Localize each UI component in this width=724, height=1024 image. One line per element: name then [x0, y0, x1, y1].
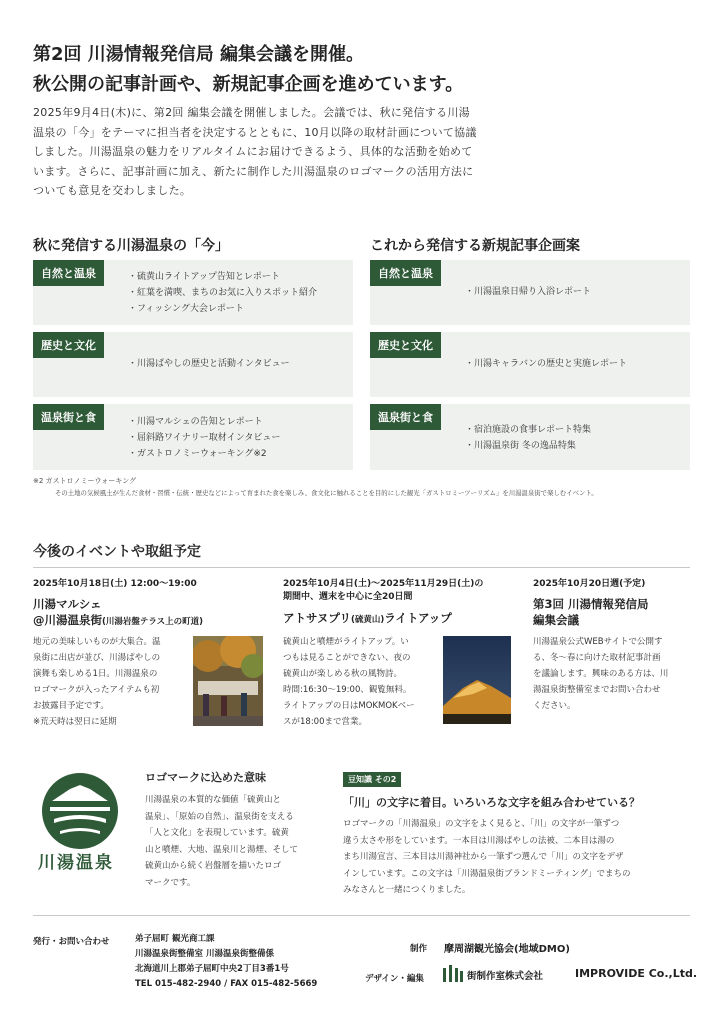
autumn-row-nature [33, 260, 353, 325]
footnote-title: ※2 ガストロノミーウォーキング [33, 477, 137, 485]
trivia-tag: 豆知識 その2 [343, 772, 401, 787]
row-items: ・川湯マルシェの告知とレポート ・屈斜路ワイナリー取材インタビュー ・ガストロノミーウォーキング※2 [128, 417, 281, 459]
event-date: 2025年10月20日週(予定) [533, 579, 646, 589]
event-title-part: ライトアップ [384, 611, 452, 625]
autumn-row-food [33, 404, 353, 470]
contact-info [135, 932, 317, 992]
title-line-1: 第2回 川湯情報発信局 編集会議を開催。 [33, 44, 365, 65]
event-title-line [33, 612, 203, 630]
logo-heading: ロゴマークに込めた意味 [145, 771, 266, 784]
lightup-photo [443, 636, 511, 724]
newplans-row-history [370, 332, 690, 397]
row-items: ・川湯キャラバンの歴史と実施レポート [465, 359, 628, 369]
event-title-line: 第3回 川湯情報発信局 [533, 597, 649, 611]
intro-paragraph [33, 103, 533, 201]
logo-body: 川湯温泉の本質的な価値「硫黄山と 温泉」、「原始の自然」、温泉街を支える 「人と文化」を表現しています。硫黄 山と噴煙、大地、温泉川と湯煙、そして 硫黄山から続く岩盤層を描いたロゴ マークです。 [145, 795, 299, 888]
design-company-1: 街制作室株式会社 [467, 971, 544, 982]
event-subtitle: (川湯岩盤テラス上の町道) [102, 617, 204, 627]
contact-line: 北海道川上郡弟子屈町中央2丁目3番1号 [135, 964, 289, 974]
row-items: ・宿泊施設の食事レポート特集 ・川湯温泉街 冬の逸品特集 [465, 425, 592, 451]
trivia-body: ロゴマークの「川湯温泉」の文字をよく見ると、「川」の文字が一筆ずつ 違う太さや形をしています。一本目は川湯ぱやしの法被、二本目は湯の まち川湯宣言、三本目は川湯神社から一筆ずつ選んで「川」の文字をデザ インしています。この文字は「川湯温泉街ブランドミーティング」でまちの みなさんと一緒につくりました。 [343, 819, 631, 895]
kawayu-logo-mark [40, 771, 120, 851]
event-title [533, 596, 649, 628]
intro-line: 2025年9月4日(木)に、第2回 編集会議を開催しました。会議では、秋に発信する川湯 [33, 106, 470, 119]
events-heading: 今後のイベントや取組予定 [33, 544, 201, 560]
intro-line: います。さらに、記事計画に加え、新たに制作した川湯温泉のロゴマークの活用方法に [33, 164, 474, 178]
intro-line: ついても意見を交わしました。 [33, 184, 192, 197]
category-label: 歴史と文化 [370, 332, 441, 358]
contact-line: TEL 015-482-2940 / FAX 015-482-5669 [135, 979, 318, 989]
divider [33, 567, 690, 568]
contact-line: 弟子屈町 観光商工課 [135, 934, 215, 944]
page-title [33, 40, 463, 100]
contact-line: 川湯温泉街整備室 川湯温泉街整備係 [135, 949, 274, 959]
event-body: 地元の美味しいものが大集合。温 泉街に出店が並び、川湯ぱやしの 演舞も楽しめる1日。川湯温泉の ロゴマークが入ったアイテムも初 お披露目予定です。 ※荒天時は翌日に延期 [33, 637, 161, 727]
row-items: ・川湯ぱやしの歴史と活動インタビュー [128, 359, 290, 369]
autumn-row-history [33, 332, 353, 397]
contact-label: 発行・お問い合わせ [33, 937, 110, 947]
event-date-line: 期間中、週末を中心に全20日間 [283, 592, 413, 602]
production-label: 制作 [410, 944, 428, 954]
intro-line: 温泉の「今」をテーマに担当者を決定するとともに、10月以降の取材計画について協議 [33, 125, 477, 139]
intro-line: しました。川湯温泉の魅力をリアルタイムにお届けできるよう、具体的な活動を始めて [33, 145, 473, 158]
autumn-heading: 秋に発信する川湯温泉の「今」 [33, 238, 229, 254]
title-line-2: 秋公開の記事計画や、新規記事企画を進めています。 [33, 74, 464, 95]
newplans-row-food [370, 404, 690, 470]
machiseisaku-logo-icon [442, 964, 464, 984]
category-label: 自然と温泉 [370, 260, 441, 286]
newplans-row-nature [370, 260, 690, 325]
newplans-heading: これから発信する新規記事企画案 [370, 238, 580, 254]
category-label: 温泉街と食 [33, 404, 104, 430]
market-photo [193, 636, 263, 726]
category-label: 歴史と文化 [33, 332, 104, 358]
event-date [283, 578, 483, 604]
event-title [283, 610, 452, 628]
row-items: ・川湯温泉日帰り入浴レポート [465, 287, 592, 297]
event-body: 硫黄山と噴煙がライトアップ。い つもは見ることができない、夜の 硫黄山が楽しめる秋の風物詩。 時間:16:30～19:00、観覧無料。 ライトアップの日はMOKMOKベー スが18:00まで営業。 [283, 637, 415, 727]
event-date-line: 2025年10月4日(土)～2025年11月29日(土)の [283, 579, 484, 589]
event-date: 2025年10月18日(土) 12:00～19:00 [33, 579, 197, 589]
row-items: ・硫黄山ライトアップ告知とレポート ・紅葉を満喫、まちのお気に入りスポット紹介 ・フィッシング大会レポート [128, 272, 318, 314]
event-body: 川湯温泉公式WEBサイトで公開す る、冬～春に向けた取材記事計画 を議論します。興味のある方は、川 湯温泉街整備室までお問い合わせ ください。 [533, 637, 669, 711]
divider [33, 915, 690, 916]
event-title [33, 596, 203, 630]
event-subtitle: (硫黄山) [350, 615, 385, 625]
logo-wordmark: 川湯温泉 [38, 853, 114, 873]
footnote-body: その土地の気候風土が生んだ食材・習慣・伝統・歴史などによって育まれた食を楽しみ、食文化に触れることを目的にした観光「ガストロミーツーリズム」を川湯温泉街で楽しむイベント。 [55, 489, 598, 497]
category-label: 自然と温泉 [33, 260, 104, 286]
event-title-part: アトサヌプリ [283, 611, 351, 625]
category-label: 温泉街と食 [370, 404, 441, 430]
design-label: デザイン・編集 [365, 974, 424, 984]
event-title-line: 川湯マルシェ [33, 597, 102, 611]
production-value: 摩周湖観光協会(地域DMO) [444, 944, 570, 955]
event-title-line: 編集会議 [533, 613, 579, 627]
design-company-2: IMPROVIDE Co.,Ltd. [575, 967, 698, 980]
event-title-part: @川湯温泉街 [33, 613, 102, 627]
trivia-heading: 「川」の文字に着目。いろいろな文字を組み合わせている？ [343, 796, 640, 809]
